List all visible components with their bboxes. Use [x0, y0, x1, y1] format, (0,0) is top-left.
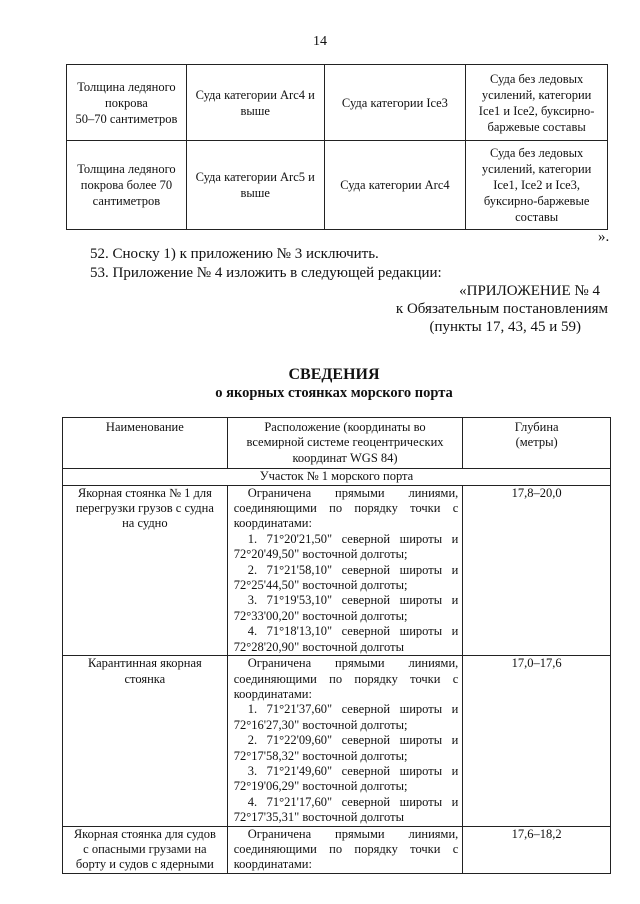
section-heading: СВЕДЕНИЯ — [288, 366, 380, 383]
paragraph-52: 52. Сноску 1) к приложению № 3 исключить. — [90, 246, 379, 262]
table-header-row — [63, 418, 611, 469]
paragraph-53: 53. Приложение № 4 изложить в следующей редакции: — [90, 265, 442, 281]
vessel-class-cell: Суда без ледовых усилений, категории Ice1, Ice2 и Ice3, буксирно-баржевые составы — [466, 141, 608, 230]
table-row — [67, 141, 608, 230]
anchorage-depth: 17,6–18,2 — [463, 826, 611, 873]
table-row — [63, 826, 611, 873]
anchorage-name: Якорная стоянка № 1 для перегрузки грузов с судна на судно — [63, 485, 228, 655]
anchorage-depth: 17,8–20,0 — [463, 485, 611, 655]
page-number: 14 — [313, 34, 327, 49]
vessel-class-cell: Суда без ледовых усилений, категории Ice1 и Ice2, буксирно- баржевые составы — [466, 65, 608, 141]
column-header-name: Наименование — [63, 418, 228, 469]
column-header-depth: Глубина (метры) — [463, 418, 611, 469]
closing-quote-mark: ». — [598, 229, 610, 245]
section-row — [63, 469, 611, 485]
section-label: Участок № 1 морского порта — [63, 469, 611, 485]
vessel-class-cell: Суда категории Arc4 и выше — [186, 65, 324, 141]
vessel-class-cell: Суда категории Arc4 — [324, 141, 466, 230]
table-row — [63, 656, 611, 826]
ice-condition-cell: Толщина ледяного покрова более 70 сантиметров — [67, 141, 187, 230]
appendix-points: (пункты 17, 43, 45 и 59) — [429, 319, 581, 335]
anchorage-location: Ограничена прямыми линиями, соединяющими по порядку точки с координатами: 1. 71°21'37,60" северной широты и 72°16'27,30" восточной долготы; 2. 71°22'09,60" северной широты и 72°17'58,32" восточной долготы; 3. 71°21'49,60" северной широты и 72°19'06,29" восточной долготы; 4. 71°21'17,60" северной широты и 72°17'35,31" восточной долготы — [227, 656, 463, 826]
anchorage-table — [62, 417, 611, 874]
anchorage-location: Ограничена прямыми линиями, соединяющими по порядку точки с координатами: 1. 71°20'21,50" северной широты и 72°20'49,50" восточной долготы; 2. 71°21'58,10" северной широты и 72°25'44,50" восточной долготы; 3. 71°19'53,10" северной широты и 72°33'00,20" восточной долготы; 4. 71°18'13,10" северной широты и 72°28'20,90" восточной долготы — [227, 485, 463, 655]
section-subheading: о якорных стоянках морского порта — [215, 385, 453, 401]
ice-conditions-table — [66, 64, 608, 230]
table-row — [63, 485, 611, 655]
ice-condition-cell: Толщина ледяного покрова 50–70 сантиметров — [67, 65, 187, 141]
anchorage-depth: 17,0–17,6 — [463, 656, 611, 826]
vessel-class-cell: Суда категории Ice3 — [324, 65, 466, 141]
anchorage-name: Карантинная якорная стоянка — [63, 656, 228, 826]
appendix-reference: к Обязательным постановлениям — [395, 301, 608, 317]
column-header-location: Расположение (координаты во всемирной системе геоцентрических координат WGS 84) — [227, 418, 463, 469]
appendix-title: «ПРИЛОЖЕНИЕ № 4 — [459, 283, 600, 299]
anchorage-name: Якорная стоянка для судов с опасными грузами на борту и судов с ядерными — [63, 826, 228, 873]
anchorage-location: Ограничена прямыми линиями, соединяющими по порядку точки с координатами: — [227, 826, 463, 873]
table-row — [67, 65, 608, 141]
vessel-class-cell: Суда категории Arc5 и выше — [186, 141, 324, 230]
